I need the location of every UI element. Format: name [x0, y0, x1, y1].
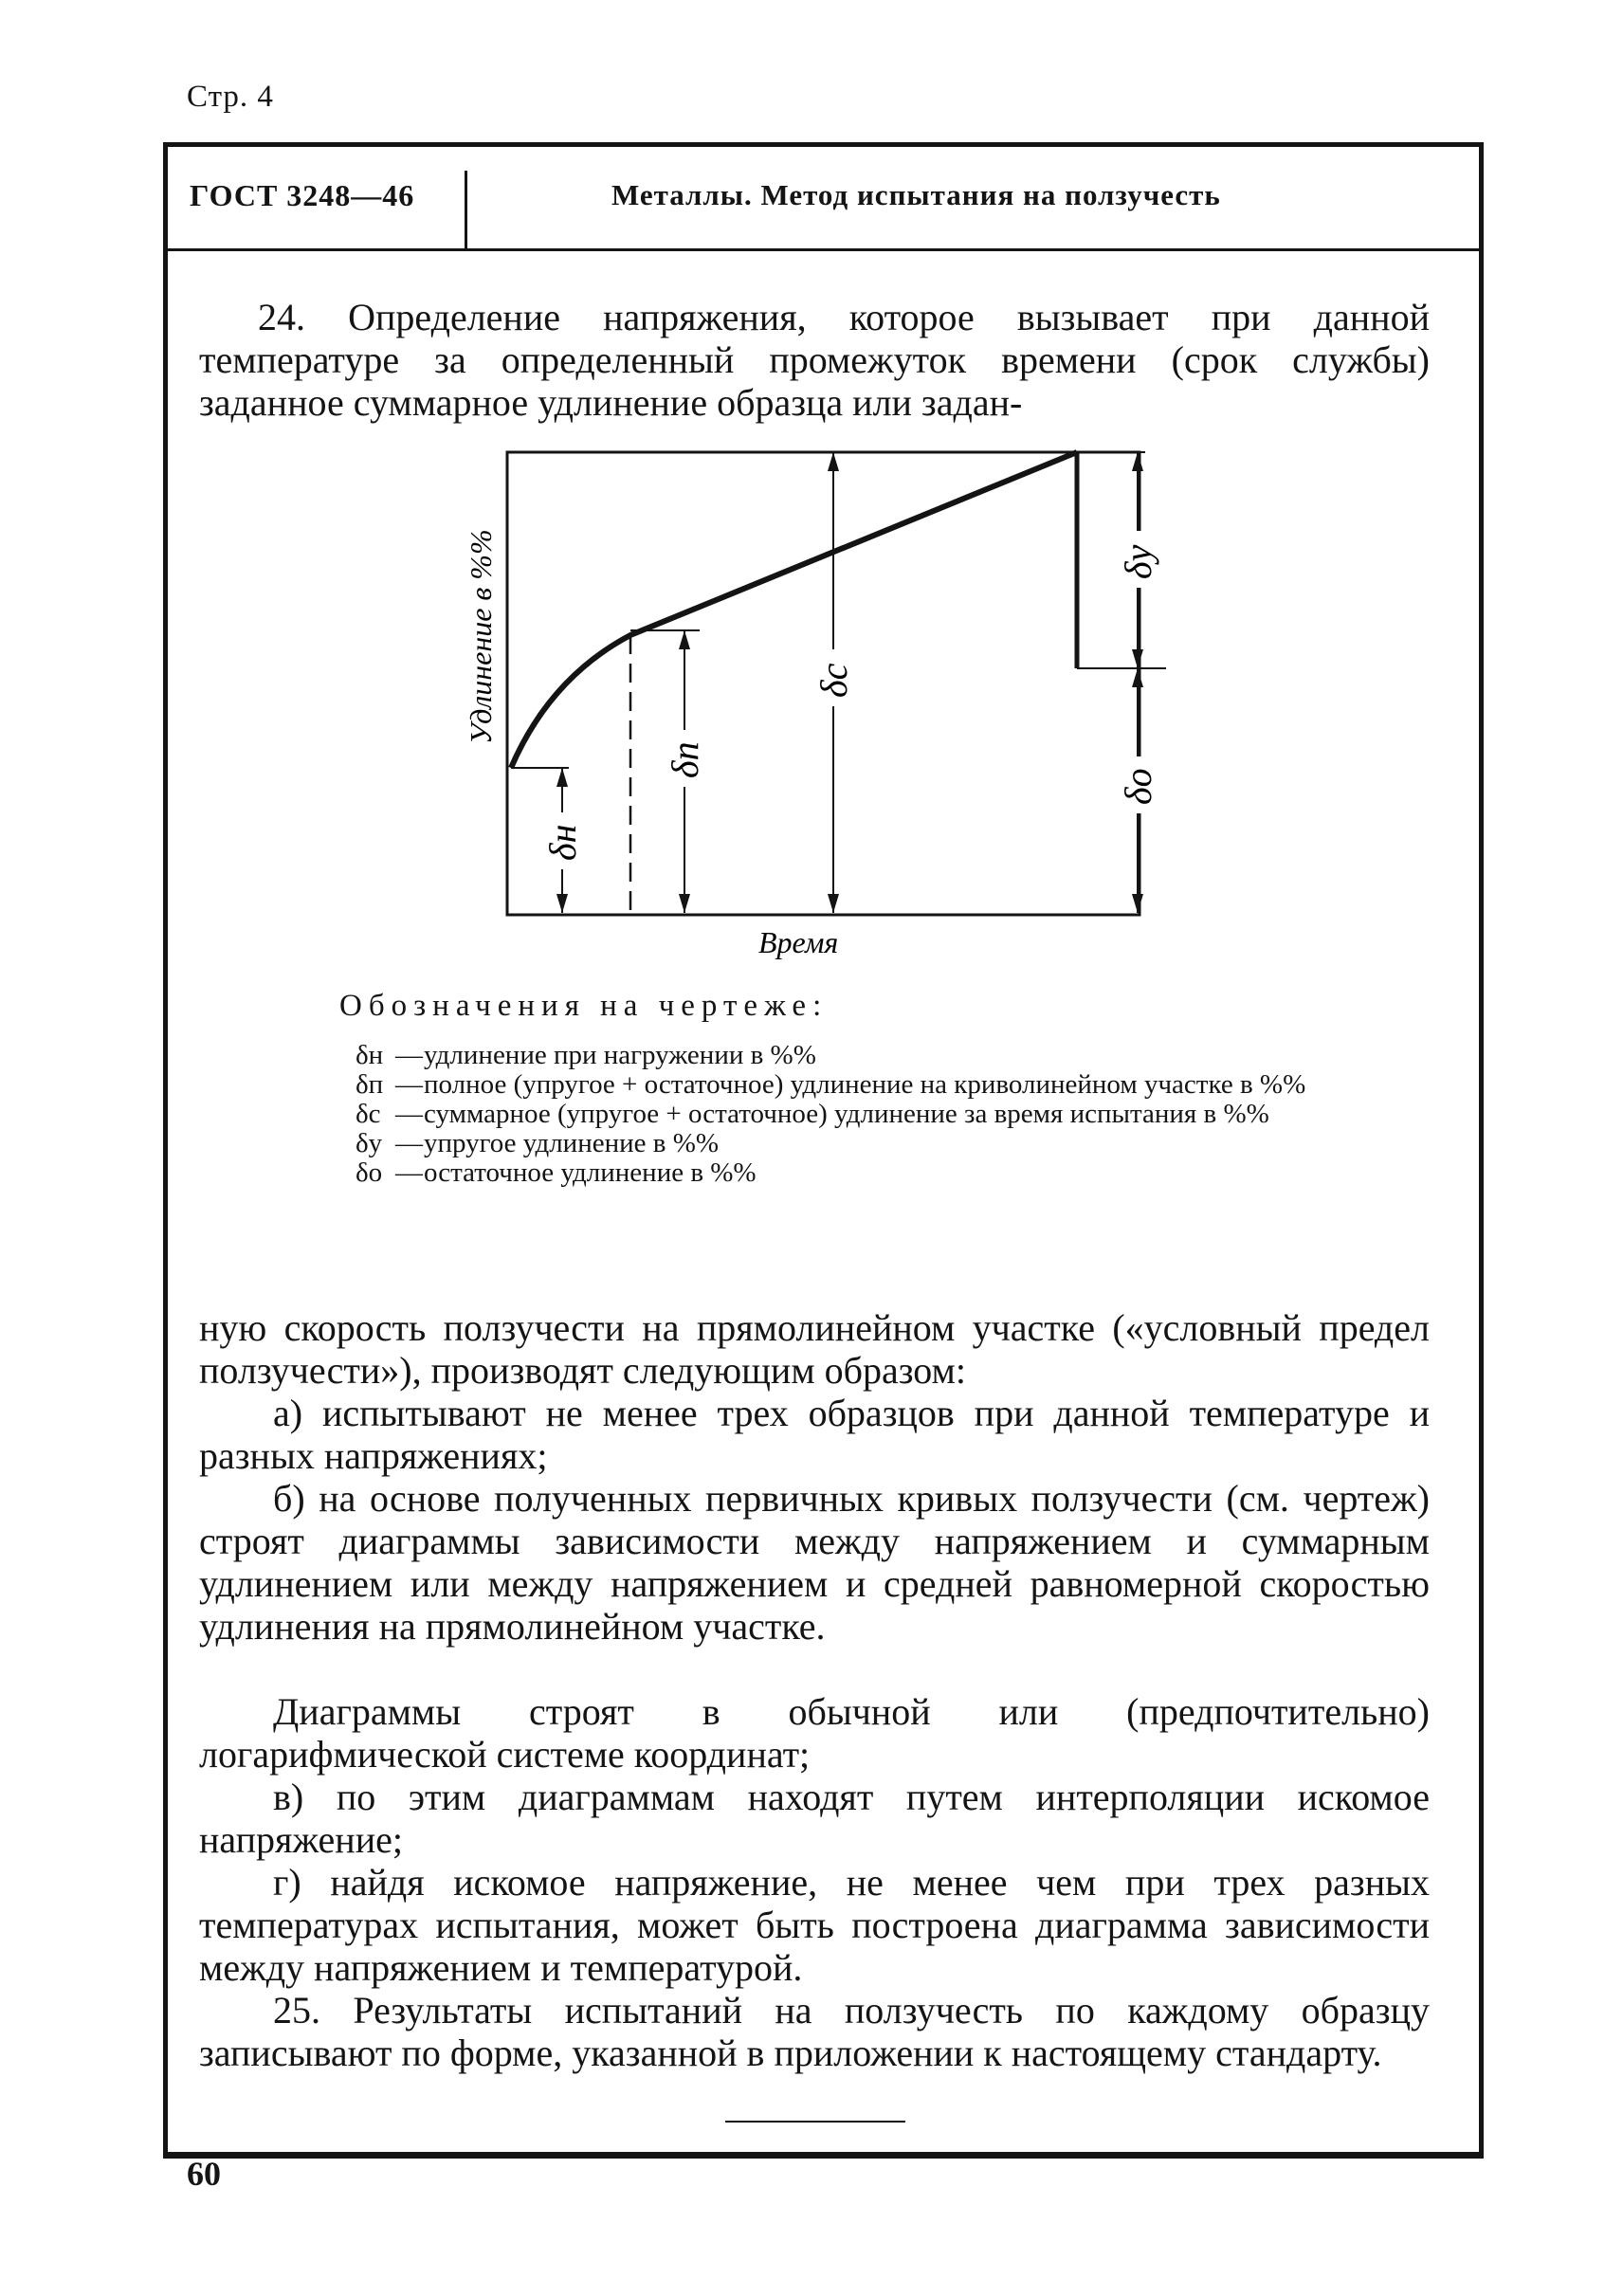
legend-symbol: δс [356, 1099, 381, 1129]
legend-item: δп — полное (упругое + остаточное) удлинение на криволинейном участке в %% [356, 1070, 1434, 1100]
dn-arrow-bottom [556, 894, 568, 913]
item-g: г) найдя искомое напряжение, не менее чем при трех разных температурах испытания, может быть построена диаграмма зависимости между напряжением и температурой. [199, 1861, 1430, 1989]
do-label: δо [1117, 768, 1159, 805]
item-b: б) на основе полученных первичных кривых ползучести (см. чертеж) строят диаграммы зависимости между напряжением и суммарным удлинением или между напряжением и средней равномерной скоростью удлинения на прямолинейном участке. [199, 1477, 1430, 1648]
do-arrow-bottom [1132, 894, 1143, 913]
header-rule [163, 248, 1479, 251]
dp-arrow-bottom [679, 894, 690, 913]
paragraph-24: 24. Определение напряжения, которое вызывает при данной температуре за определенный промежуток времени (срок службы) заданное суммарное удлинение образца или задан- [199, 296, 1430, 424]
page-number: 60 [187, 2155, 221, 2193]
dp-arrow-top [679, 630, 690, 649]
legend-symbol: δн [356, 1040, 384, 1070]
legend-symbol: δо [356, 1157, 383, 1188]
legend-text: остаточное удлинение в %% [424, 1157, 757, 1188]
legend-text: удлинение при нагружении в %% [424, 1040, 816, 1070]
legend-item: δу — упругое удлинение в %% [356, 1129, 1434, 1158]
legend-item: δн — удлинение при нагружении в %% [356, 1041, 1434, 1070]
dy-label: δу [1117, 544, 1159, 579]
dc-arrow-top [828, 452, 839, 471]
item-a: а) испытывают не менее трех образцов при данной температуре и разных напряжениях; [199, 1392, 1430, 1477]
legend-symbol: δу [356, 1128, 383, 1158]
x-axis-label: Время [758, 925, 839, 959]
y-axis-label: Удлинение в %% [464, 529, 498, 744]
dy-arrow-bottom [1132, 649, 1143, 668]
dn-arrow-top [556, 768, 568, 787]
dy-arrow-top [1132, 452, 1143, 471]
legend-title: Обозначения на чертеже: [339, 989, 829, 1023]
dc-arrow-bottom [828, 894, 839, 913]
dn-label: δн [541, 824, 584, 861]
header-divider [465, 171, 467, 248]
standard-title: Металлы. Метод испытания на ползучесть [611, 178, 1221, 211]
do-arrow-top [1132, 668, 1143, 687]
paragraph-continuation: ную скорость ползучести на прямолинейном участке («условный предел ползучести»), производят следующим образом: [199, 1306, 1430, 1392]
legend-text: упругое удлинение в %% [424, 1128, 720, 1158]
item-v: в) по этим диаграммам находят путем интерполяции искомое напряжение; [199, 1776, 1430, 1861]
diagrams-paragraph: Диаграммы строят в обычной или (предпочтительно) логарифмической системе координат; [199, 1690, 1430, 1776]
paragraph-25: 25. Результаты испытаний на ползучесть по каждому образцу записывают по форме, указанной в приложении к настоящему стандарту. [199, 1989, 1430, 2074]
legend-text: полное (упругое + остаточное) удлинение на криволинейном участке в %% [424, 1069, 1306, 1100]
dc-label: δс [812, 663, 855, 698]
end-rule [725, 2121, 905, 2123]
dp-label: δп [664, 741, 706, 778]
legend-item: δо — остаточное удлинение в %% [356, 1158, 1434, 1188]
legend [356, 1041, 1434, 1188]
standard-number: ГОСТ 3248—46 [190, 178, 415, 212]
legend-text: суммарное (упругое + остаточное) удлинение за время испытания в %% [424, 1099, 1269, 1129]
creep-curve [511, 452, 1077, 768]
legend-item: δс — суммарное (упругое + остаточное) удлинение за время испытания в %% [356, 1100, 1434, 1129]
legend-symbol: δп [356, 1069, 384, 1100]
creep-curve-figure [446, 441, 1194, 976]
page-label: Стр. 4 [187, 80, 274, 114]
